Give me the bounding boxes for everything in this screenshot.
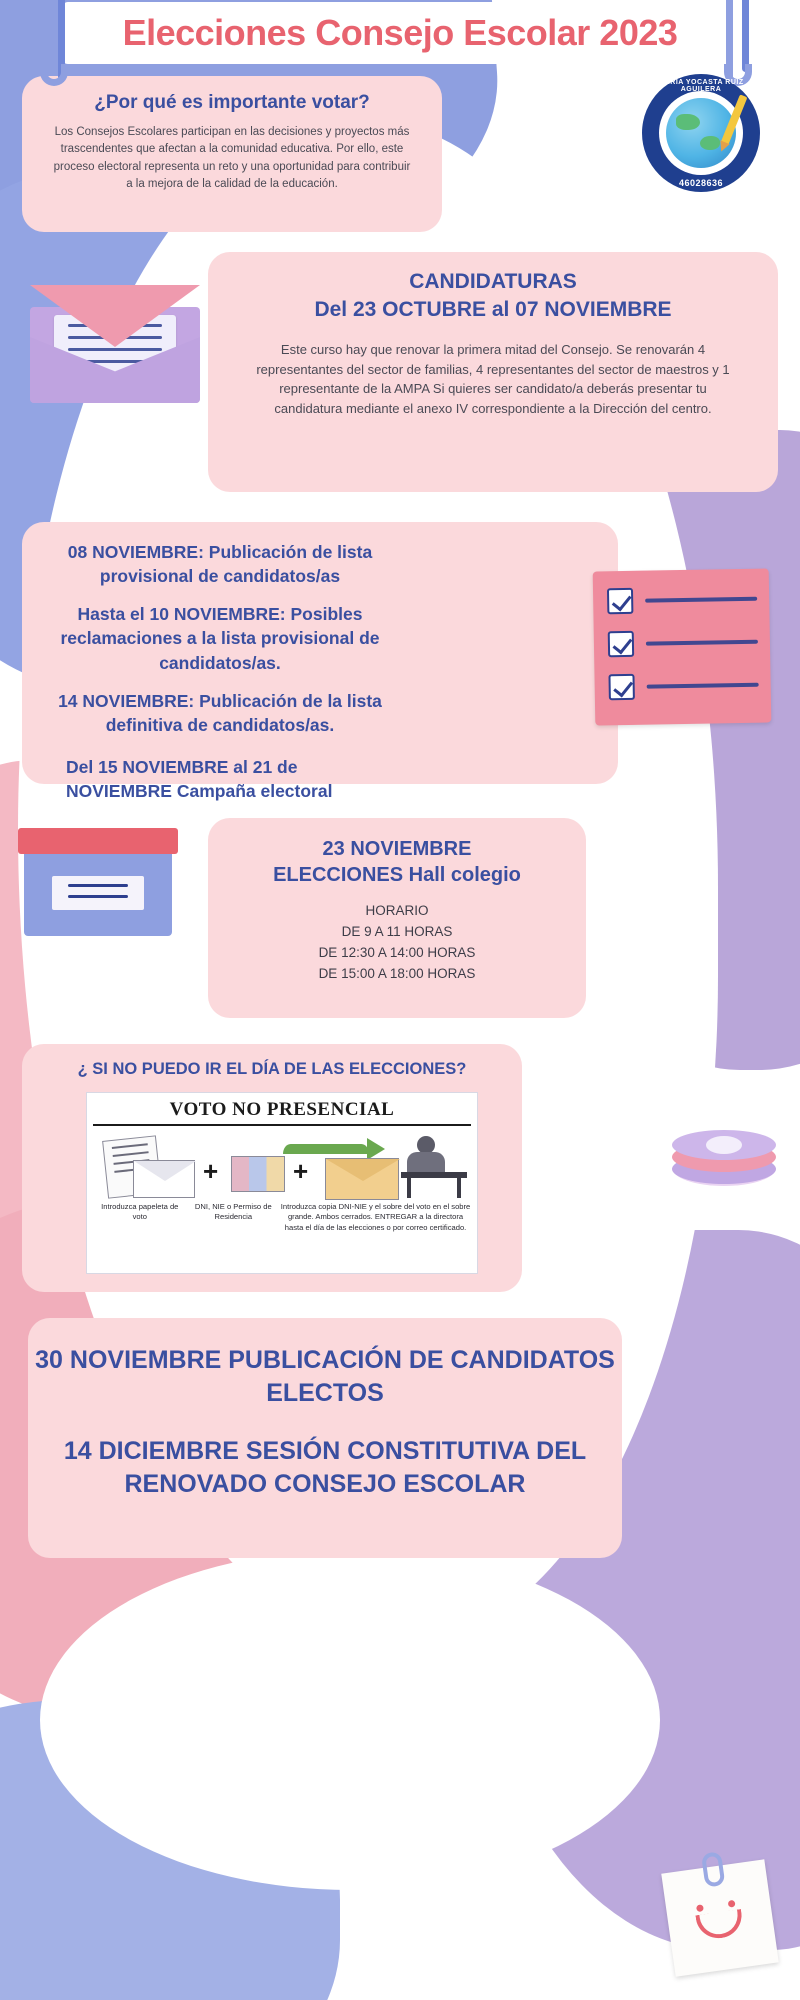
ballot-box-label bbox=[52, 876, 144, 910]
seal-school-code: 46028636 bbox=[678, 178, 724, 188]
ballot-box-illustration bbox=[18, 828, 178, 938]
election-schedule-slot-1: DE 9 A 11 HORAS bbox=[341, 923, 453, 939]
checklist-row bbox=[608, 629, 758, 658]
envelope-flap bbox=[30, 285, 200, 347]
school-seal-logo bbox=[642, 74, 760, 192]
card-candidaturas bbox=[208, 252, 778, 492]
seal-school-name: MARIA YOCASTA RUIZ AGUILERA bbox=[658, 79, 744, 93]
checklist-line bbox=[646, 640, 758, 646]
card-candidaturas-title: CANDIDATURAS bbox=[409, 270, 577, 293]
card-absentee-vote bbox=[22, 1044, 522, 1292]
small-envelope-icon bbox=[133, 1160, 195, 1198]
card-election-day bbox=[208, 818, 586, 1018]
smiley-eye-left bbox=[696, 1904, 704, 1912]
page-title: Elecciones Consejo Escolar 2023 bbox=[122, 12, 678, 53]
plus-sign-2: + bbox=[293, 1156, 309, 1186]
tape-roll-illustration bbox=[668, 1120, 778, 1212]
absentee-diagram bbox=[86, 1092, 478, 1274]
id-card-icon bbox=[231, 1156, 285, 1192]
card-candidaturas-body: Este curso hay que renovar la primera mitad del Consejo. Se renovarán 4 representantes del sector de familias, 4 representantes del sector de maestros y 1 representante de la AMPA Si quieres ser candidato/a deberás presentar tu candidatura mediante el anexo IV correspondiente a la Dirección del centro. bbox=[256, 342, 730, 416]
checkbox-checked-icon bbox=[608, 631, 634, 657]
checklist-line bbox=[645, 597, 757, 603]
election-schedule-label: HORARIO bbox=[365, 903, 429, 918]
card-why-vote-title: ¿Por qué es importante votar? bbox=[94, 92, 370, 113]
ballot-box-lid bbox=[18, 828, 178, 854]
card-why-vote-body: Los Consejos Escolares participan en las decisiones y proyectos más trascendentes que afectan a la comunidad educativa. Por ello, este proceso electoral representa un reto y una oportunidad para contribuir a la mejora de la calidad de la educación. bbox=[53, 126, 411, 190]
absentee-captions bbox=[93, 1202, 471, 1233]
absentee-caption-1: Introduzca papeleta de voto bbox=[101, 1202, 179, 1222]
key-date-item-2: Hasta el 10 NOVIEMBRE: Posibles reclamaciones a la lista provisional de candidatos/as. bbox=[60, 604, 380, 673]
checklist-line bbox=[647, 683, 759, 689]
absentee-question: ¿ SI NO PUEDO IR EL DÍA DE LAS ELECCIONES? bbox=[77, 1060, 467, 1078]
checklist-row bbox=[608, 672, 758, 701]
smiley-eye-right bbox=[728, 1900, 736, 1908]
absentee-caption-3: Introduzca copia DNI-NIE y el sobre del voto en el sobre grande. Ambos cerrados. ENTREGAR a la directora hasta el día de las elecciones o por correo certificado. bbox=[280, 1202, 471, 1232]
background-shape-white-core-lower bbox=[40, 1550, 660, 1890]
election-day-place: ELECCIONES Hall colegio bbox=[273, 864, 521, 886]
card-candidaturas-dates: Del 23 OCTUBRE al 07 NOVIEMBRE bbox=[314, 298, 672, 321]
large-envelope-icon bbox=[325, 1158, 399, 1200]
office-desk-icon bbox=[401, 1136, 467, 1198]
final-dates-block-1: 30 NOVIEMBRE PUBLICACIÓN DE CANDIDATOS ELECTOS bbox=[35, 1346, 615, 1407]
checklist-row bbox=[607, 586, 757, 615]
card-final-dates bbox=[28, 1318, 622, 1558]
arrow-icon bbox=[283, 1134, 393, 1160]
card-key-dates bbox=[22, 522, 618, 802]
key-date-item-4: Del 15 NOVIEMBRE al 21 de NOVIEMBRE Campaña electoral bbox=[66, 756, 333, 802]
card-why-vote bbox=[22, 76, 442, 232]
absentee-diagram-row bbox=[87, 1130, 477, 1202]
checkbox-checked-icon bbox=[608, 674, 634, 700]
key-date-item-3: 14 NOVIEMBRE: Publicación de la lista definitiva de candidatos/as. bbox=[58, 690, 382, 735]
election-schedule-slot-3: DE 15:00 A 18:00 HORAS bbox=[318, 965, 476, 981]
key-date-item-1: 08 NOVIEMBRE: Publicación de lista provisional de candidatos/as bbox=[67, 542, 373, 587]
smiley-mouth bbox=[695, 1909, 744, 1941]
smiley-sticky-note bbox=[661, 1859, 778, 1976]
checkbox-checked-icon bbox=[607, 588, 633, 614]
plus-sign-1: + bbox=[203, 1156, 219, 1186]
absentee-diagram-title: VOTO NO PRESENCIAL bbox=[93, 1099, 471, 1126]
election-schedule-slot-2: DE 12:30 A 14:00 HORAS bbox=[318, 944, 476, 960]
envelope-illustration bbox=[30, 285, 200, 405]
checklist-illustration bbox=[593, 568, 772, 725]
election-day-date: 23 NOVIEMBRE bbox=[322, 838, 472, 860]
final-dates-block-2: 14 DICIEMBRE SESIÓN CONSTITUTIVA DEL RENOVADO CONSEJO ESCOLAR bbox=[63, 1437, 587, 1498]
absentee-caption-2: DNI, NIE o Permiso de Residencia bbox=[194, 1202, 272, 1222]
